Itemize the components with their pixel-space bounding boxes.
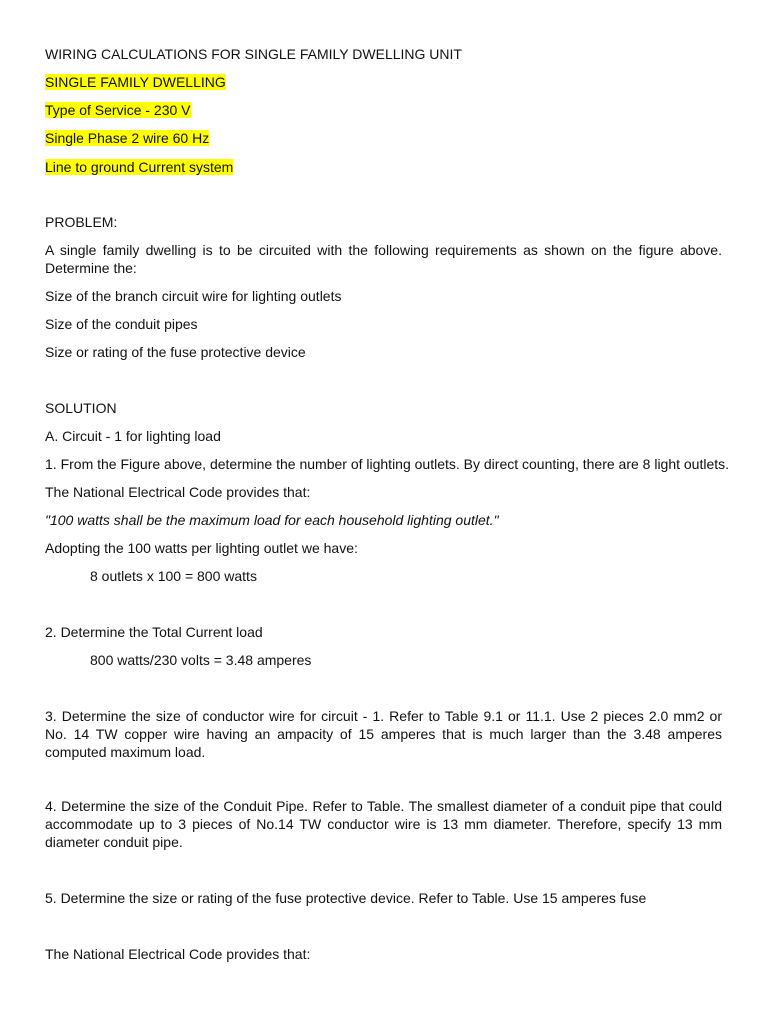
step-3: 3. Determine the size of conductor wire for circuit - 1. Refer to Table 9.1 or 11.1. Use 2 pieces 2.0 mm2 or No. 14 TW copper wire having an ampacity of 15 amperes that is much larger than the 3.48 amperes computed maximum load. bbox=[45, 708, 722, 760]
circuit-heading: A. Circuit - 1 for lighting load bbox=[45, 428, 221, 444]
problem-item-fuse: Size or rating of the fuse protective device bbox=[45, 344, 306, 360]
highlight-text: Single Phase 2 wire 60 Hz bbox=[45, 130, 210, 146]
nec-intro: The National Electrical Code provides that: bbox=[45, 484, 311, 500]
calculation-amperes: 800 watts/230 volts = 3.48 amperes bbox=[90, 652, 312, 668]
nec-intro-2: The National Electrical Code provides that: bbox=[45, 946, 311, 962]
problem-item-wire: Size of the branch circuit wire for lighting outlets bbox=[45, 288, 342, 304]
highlight-text: Line to ground Current system bbox=[45, 159, 234, 175]
highlight-line-system bbox=[45, 158, 722, 176]
step-5: 5. Determine the size or rating of the fuse protective device. Refer to Table. Use 15 amperes fuse bbox=[45, 890, 647, 906]
highlight-text: Type of Service - 230 V bbox=[45, 102, 191, 118]
highlight-line-service bbox=[45, 101, 722, 119]
adopting-text: Adopting the 100 watts per lighting outlet we have: bbox=[45, 540, 358, 556]
step-1: 1. From the Figure above, determine the number of lighting outlets. By direct counting, there are 8 light outlets. bbox=[45, 456, 730, 472]
step-2: 2. Determine the Total Current load bbox=[45, 624, 263, 640]
problem-item-conduit: Size of the conduit pipes bbox=[45, 316, 198, 332]
document-title: WIRING CALCULATIONS FOR SINGLE FAMILY DWELLING UNIT bbox=[45, 46, 462, 62]
problem-heading: PROBLEM: bbox=[45, 214, 118, 230]
highlight-text: SINGLE FAMILY DWELLING bbox=[45, 74, 226, 90]
calculation-watts: 8 outlets x 100 = 800 watts bbox=[90, 568, 257, 584]
solution-heading: SOLUTION bbox=[45, 400, 117, 416]
step-4: 4. Determine the size of the Conduit Pipe. Refer to Table. The smallest diameter of a conduit pipe that could accommodate up to 3 pieces of No.14 TW conductor wire is 13 mm diameter. Therefore, specify 13 mm diameter conduit pipe. bbox=[45, 798, 722, 850]
highlight-line-phase bbox=[45, 129, 722, 147]
nec-quote: "100 watts shall be the maximum load for each household lighting outlet." bbox=[45, 512, 499, 528]
highlight-line-dwelling bbox=[45, 73, 722, 91]
problem-intro: A single family dwelling is to be circuited with the following requirements as shown on the figure above. Determine the: bbox=[45, 242, 722, 276]
